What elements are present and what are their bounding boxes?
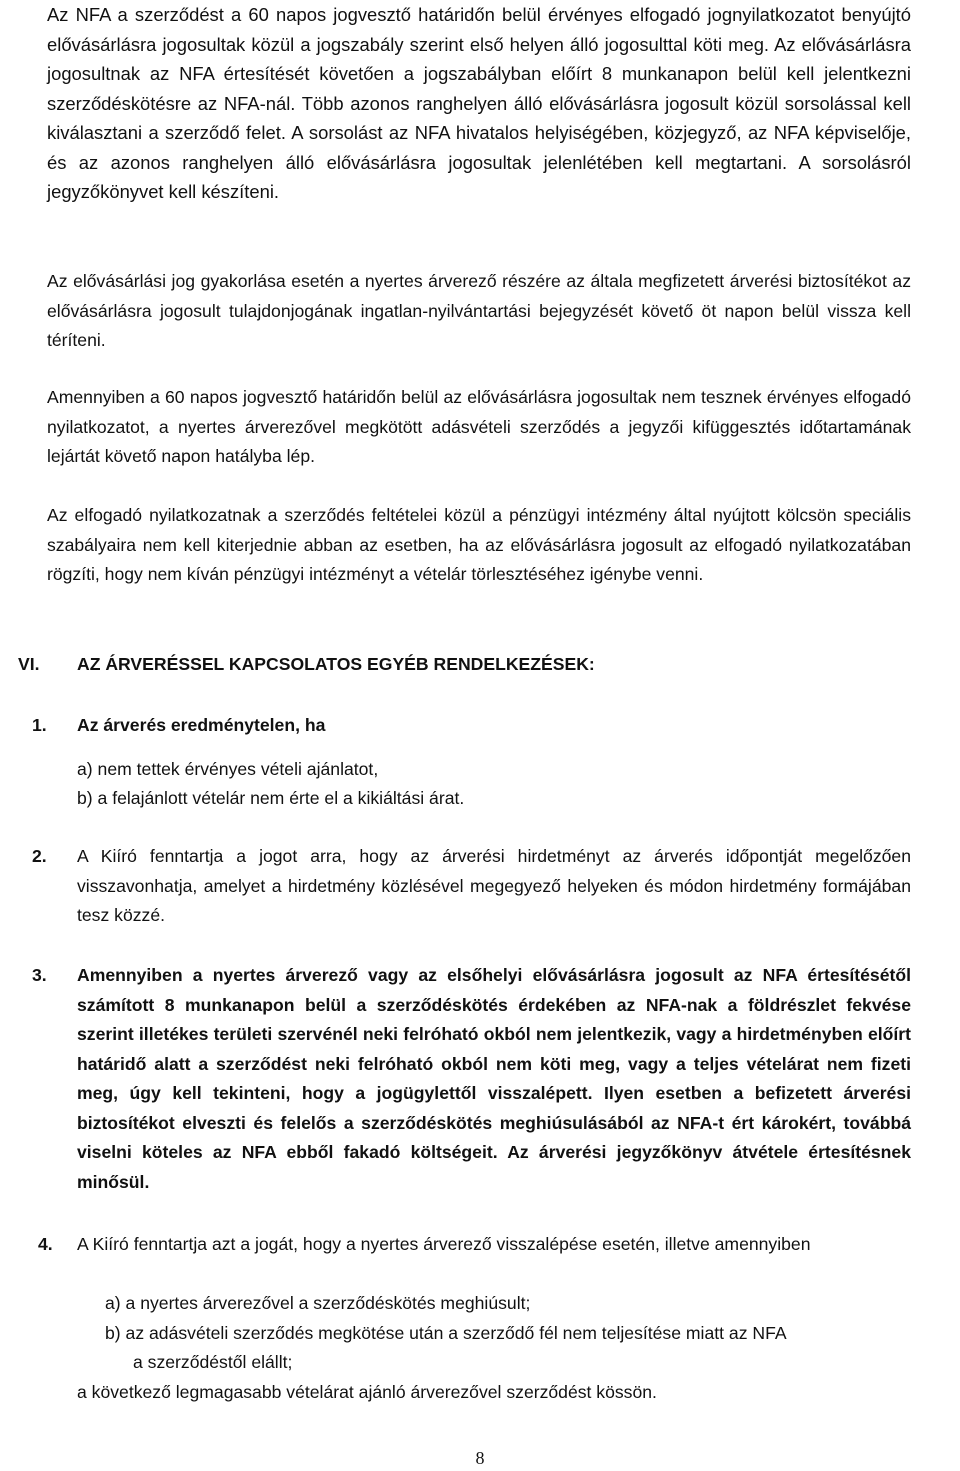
sub-item-b: b) az adásvételi szerződés megkötése után a szerződő fél nem teljesítése miatt az NFA: [105, 1323, 787, 1343]
section-title: AZ ÁRVERÉSSEL KAPCSOLATOS EGYÉB RENDELKEZÉSEK:: [77, 654, 595, 674]
sub-item-a: a) a nyertes árverezővel a szerződéskötés meghiúsult;: [105, 1293, 531, 1313]
list-item-text: A Kiíró fenntartja a jogot arra, hogy az árverési hirdetményt az árverés időpontját megelőzően visszavonhatja, amelyet a hirdetmény közlésével megegyező helyeken és módon hirdetmény formájában tesz közzé.: [77, 846, 911, 925]
list-item-number: 3.: [32, 965, 47, 985]
sub-item-b: b) a felajánlott vételár nem érte el a kikiáltási árat.: [77, 788, 465, 808]
paragraph-preemption-contract: Az NFA a szerződést a 60 napos jogvesztő határidőn belül érvényes elfogadó jognyilatkozatot benyújtó elővásárlásra jogosultak közül a jogszabály szerint első helyen álló jogosulttal köti meg. Az elővásárlásra jogosultnak az NFA értesítését követően a jogszabályban előírt 8 munkanapon belül kell jelentkezni szerződéskötésre az NFA-nál. Több azonos ranghelyen álló elővásárlásra jogosult közül sorsolással kell kiválasztani a szerződő felet. A sorsolást az NFA hivatalos helyiségében, közjegyző, az NFA képviselője, és az azonos ranghelyen álló elővásárlásra jogosultak jelenlétében kell megtartani. A sorsolásról jegyzőkönyvet kell készíteni.: [47, 4, 911, 202]
list-item-number: 1.: [32, 715, 47, 735]
sub-item-b-continued: a szerződéstől elállt;: [133, 1352, 293, 1372]
section-number: VI.: [18, 654, 40, 674]
sub-item-a: a) nem tettek érvényes vételi ajánlatot,: [77, 759, 379, 779]
list-item-number: 2.: [32, 846, 47, 866]
list-item-text: A Kiíró fenntartja azt a jogát, hogy a nyertes árverező visszalépése esetén, illetve amennyiben: [77, 1234, 811, 1254]
list-item-title: Az árverés eredménytelen, ha: [77, 715, 326, 735]
paragraph-acceptance-statement: Az elfogadó nyilatkozatnak a szerződés feltételei közül a pénzügyi intézmény által nyújtott kölcsön speciális szabályaira nem kell kiterjednie abban az esetben, ha az elővásárlásra jogosult az elfogadó nyilatkozatában rögzíti, hogy nem kíván pénzügyi intézményt a vételár törlesztéséhez igénybe venni.: [47, 505, 911, 584]
page-number: 8: [475, 1448, 485, 1468]
paragraph-deposit-refund: Az elővásárlási jog gyakorlása esetén a nyertes árverező részére az általa megfizetett árverési biztosítékot az elővásárlásra jogosult tulajdonjogának ingatlan-nyilvántartási bejegyzését követő öt napon belül vissza kell téríteni.: [47, 271, 911, 350]
list-item-number: 4.: [38, 1234, 53, 1254]
list-item-text: Amennyiben a nyertes árverező vagy az elsőhelyi elővásárlásra jogosult az NFA értesítésétől számított 8 munkanapon belül a szerződéskötés érdekében az NFA-nak a földrészlet fekvése szerint illetékes területi szervénél neki felróható okból nem jelentkezik, vagy a hirdetményben előírt határidő alatt a szerződést neki felróható okból nem köti meg, vagy a teljes vételárat nem fizeti meg, úgy kell tekinteni, hogy a jogügylettől visszalépett. Ilyen esetben a befizetett árverési biztosítékot elveszti és felelős a szerződéskötés meghiúsulásából az NFA-t ért károkért, továbbá viselni köteles az NFA ebből fakadó költségeit. Az árverési jegyzőkönyv átvétele értesítésnek minősül.: [77, 965, 911, 1192]
paragraph-contract-effect: Amennyiben a 60 napos jogvesztő határidőn belül az elővásárlásra jogosultak nem tesznek érvényes elfogadó nyilatkozatot, a nyertes árverezővel megkötött adásvételi szerződés a jegyzői kifüggesztés időtartamának lejártát követő napon hatályba lép.: [47, 387, 911, 466]
list-item-closing: a következő legmagasabb vételárat ajánló árverezővel szerződést kössön.: [77, 1382, 657, 1402]
